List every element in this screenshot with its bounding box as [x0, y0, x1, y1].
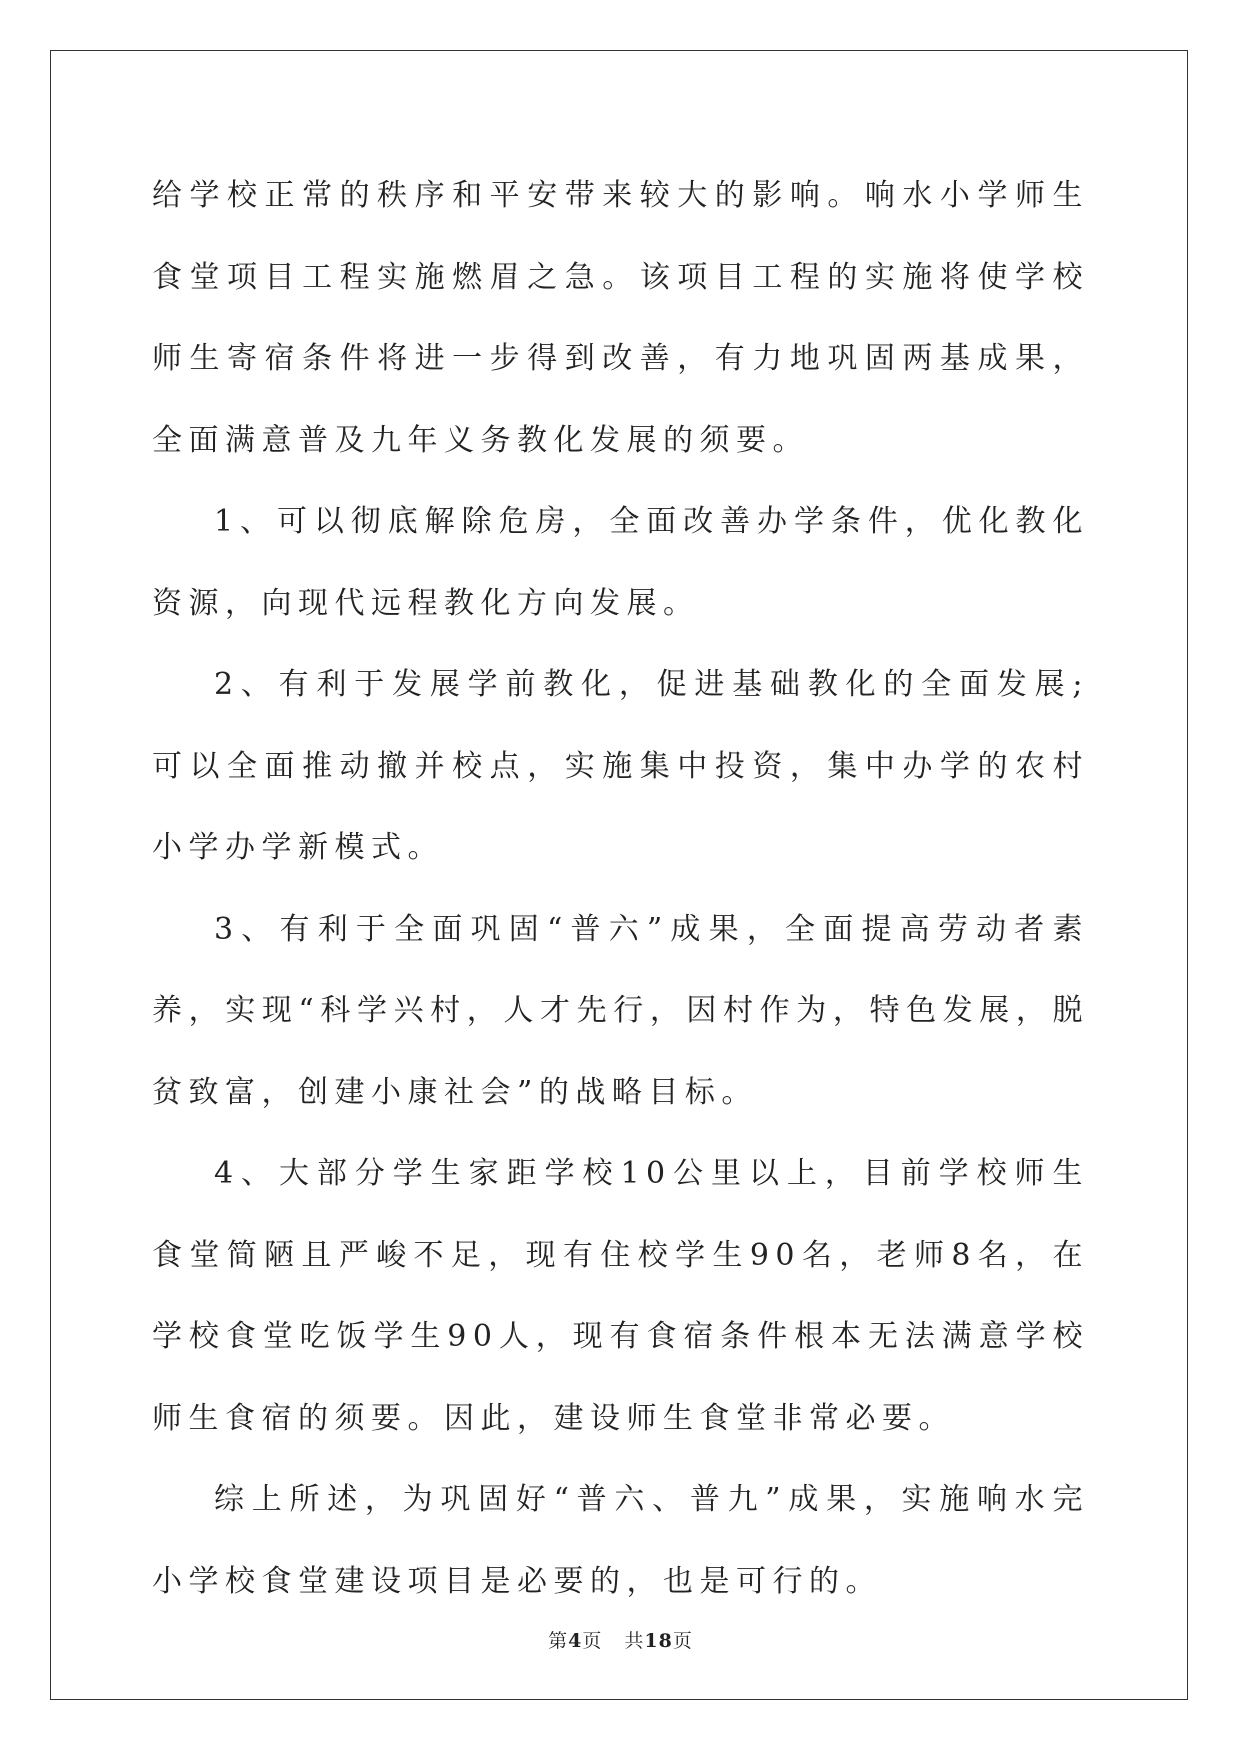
page-suffix: 页: [582, 1630, 603, 1652]
paragraph: 2、有利于发展学前教化，促进基础教化的全面发展;可以全面推动撤并校点，实施集中投资，集中办学的农村小学办学新模式。: [152, 667, 1089, 865]
paragraph: 4、大部分学生家距学校10公里以上，目前学校师生食堂简陋且严峻不足，现有住校学生90名，老师8名，在学校食堂吃饭学生90人，现有食宿条件根本无法满意学校师生食宿的须要。因此，建设师生食堂非常必要。: [152, 1156, 1089, 1436]
paragraph: 综上所述，为巩固好“普六、普九”成果，实施响水完小学校食堂建设项目是必要的，也是可行的。: [152, 1482, 1089, 1599]
paragraph: 给学校正常的秩序和平安带来较大的影响。响水小学师生食堂项目工程实施燃眉之急。该项目工程的实施将使学校师生寄宿条件将进一步得到改善，有力地巩固两基成果，全面满意普及九年义务教化发展的须要。: [152, 178, 1089, 458]
total-suffix: 页: [672, 1630, 693, 1652]
page-number-label: [548, 1630, 602, 1652]
total-pages-label: [624, 1630, 692, 1652]
page-prefix: 第: [548, 1630, 569, 1652]
total-pages-number: 18: [644, 1630, 673, 1652]
document-body: [152, 155, 1089, 1622]
total-prefix: 共: [624, 1630, 645, 1652]
page-footer: [0, 1626, 1241, 1653]
current-page-number: 4: [568, 1630, 583, 1652]
paragraph: 1、可以彻底解除危房，全面改善办学条件，优化教化资源，向现代远程教化方向发展。: [152, 504, 1089, 621]
paragraph: 3、有利于全面巩固“普六”成果，全面提高劳动者素养，实现“科学兴村，人才先行，因村作为，特色发展，脱贫致富，创建小康社会”的战略目标。: [152, 911, 1089, 1110]
